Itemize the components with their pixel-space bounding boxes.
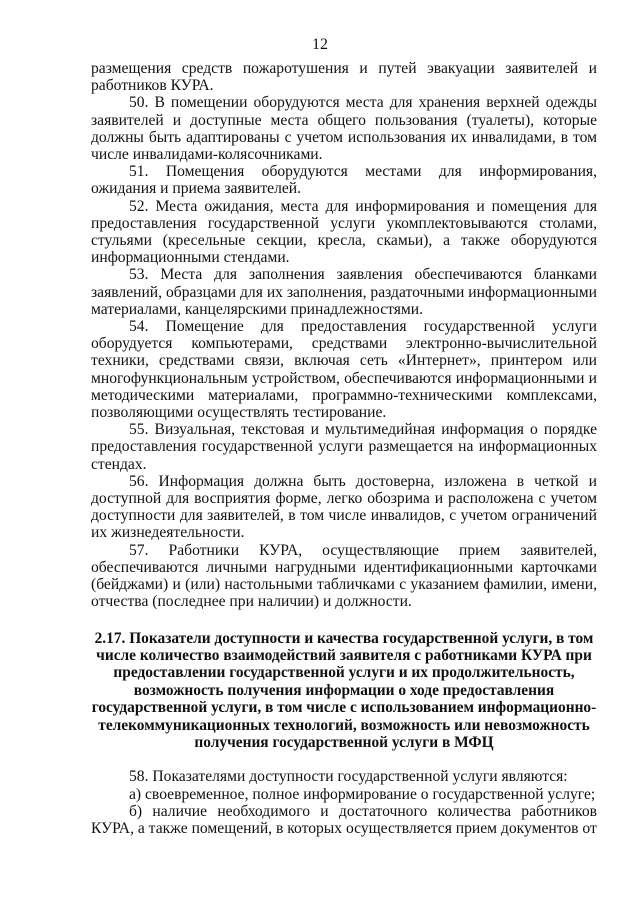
paragraphs-after [91, 768, 597, 837]
section-heading: 2.17. Показатели доступности и качества государственной услуги, в том числе количество взаимодействий заявителя с работниками КУРА при предоставлении государственной услуги и их продолжительность, возможность получения информации о ходе предоставления государственной услуги, в том числе с использованием информационно-телекоммуникационных технологий, возможность или невозможность получения государственной услуги в МФЦ [91, 629, 597, 751]
paragraph: б) наличие необходимого и достаточного количества работников КУРА, а также помещений, в которых осуществляется прием документов от [91, 802, 597, 837]
page-number: 12 [312, 36, 328, 53]
paragraph: 54. Помещение для предоставления государственной услуги оборудуется компьютерами, средствами электронно-вычислительной техники, средствами связи, включая сеть «Интернет», принтером или многофункциональным устройством, обеспечиваются информационными и методическими материалами, программно-техническими комплексами, позволяющими осуществлять тестирование. [91, 318, 597, 422]
paragraph: 58. Показателями доступности государственной услуги являются: [129, 768, 568, 786]
paragraph: 57. Работники КУРА, осуществляющие прием заявителей, обеспечиваются личными нагрудными идентификационными карточками (бейджами) и (или) настольными табличками с указанием фамилии, имени, отчества (последнее при наличии) и должности. [91, 541, 597, 611]
paragraph: размещения средств пожаротушения и путей эвакуации заявителей и работников КУРА. [91, 60, 597, 95]
paragraph: 51. Помещения оборудуются местами для информирования, ожидания и приема заявителей. [91, 163, 597, 198]
paragraphs-before [91, 60, 597, 611]
paragraph: 50. В помещении оборудуются места для хранения верхней одежды заявителей и доступные места общего пользования (туалеты), которые должны быть адаптированы с учетом использования их инвалидами, в том числе инвалидами-колясочниками. [91, 94, 597, 164]
paragraph: 55. Визуальная, текстовая и мультимедийная информация о порядке предоставления государственной услуги размещается на информационных стендах. [91, 421, 597, 473]
paragraph: 53. Места для заполнения заявления обеспечиваются бланками заявлений, образцами для их заполнения, раздаточными информационными материалами, канцелярскими принадлежностями. [91, 266, 597, 318]
paragraph: 56. Информация должна быть достоверна, изложена в четкой и доступной для восприятия форме, легко обозрима и расположена с учетом доступности для заявителей, в том числе инвалидов, с учетом ограничений их жизнедеятельности. [91, 472, 597, 542]
paragraph: 52. Места ожидания, места для информирования и помещения для предоставления государственной услуги укомплектовываются столами, стульями (кресельные секции, кресла, скамьи), а также оборудуются информационными стендами. [91, 197, 597, 267]
paragraph: а) своевременное, полное информирование о государственной услуге; [129, 785, 596, 803]
document-body [91, 60, 597, 837]
